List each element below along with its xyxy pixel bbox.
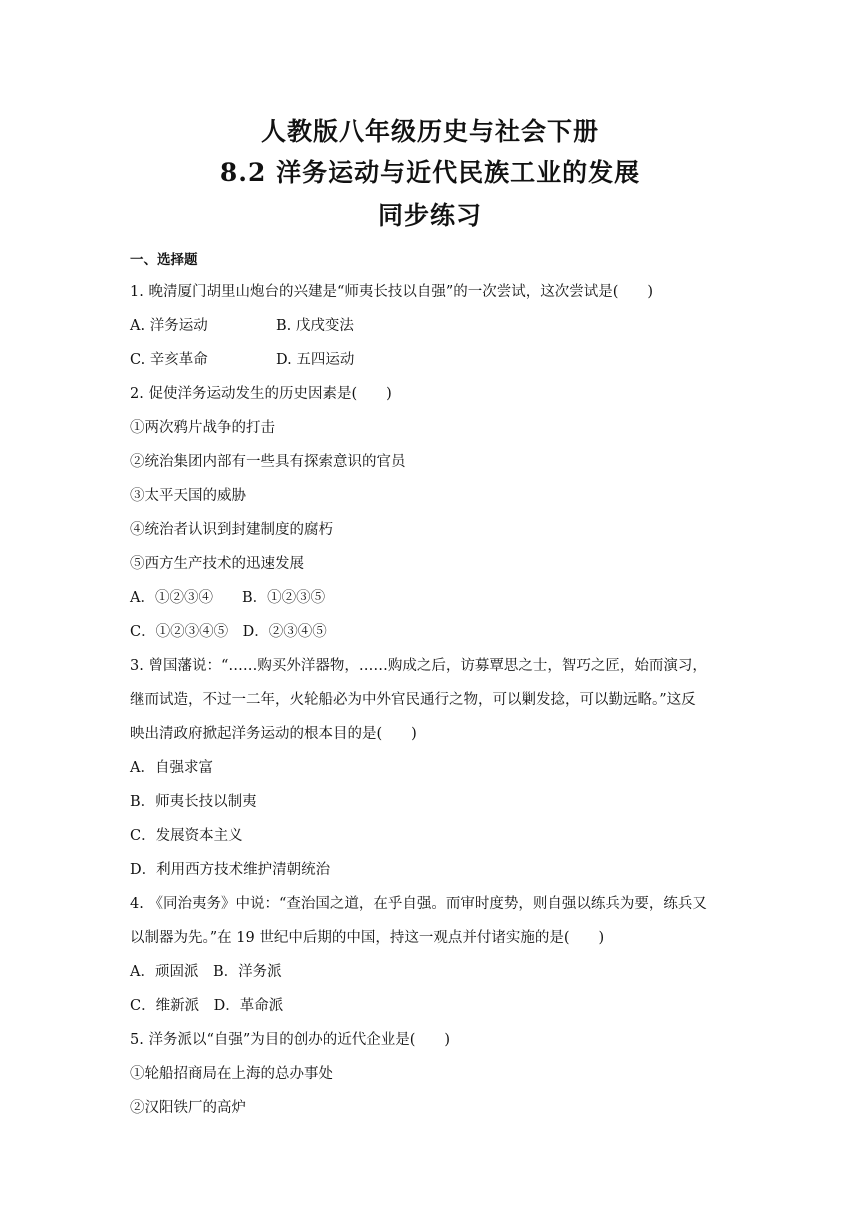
q2-item-1: ①两次鸦片战争的打击: [130, 420, 275, 436]
doc-subtitle: 同步练习: [377, 201, 482, 230]
question-3-line-2: 继而试造，不过一二年，火轮船必为中外官民通行之物，可以剿发捻，可以勤远略。”这反: [130, 692, 696, 708]
q1-option-a: A. 洋务运动: [130, 318, 208, 334]
question-4-line-1: 4. 《同治夷务》中说：“查治国之道，在乎自强。而审时度势，则自强以练兵为要，练兵又: [130, 896, 707, 912]
q5-item-1: ①轮船招商局在上海的总办事处: [130, 1066, 333, 1082]
question-4-line-2: 以制器为先。”在 19 世纪中后期的中国，持这一观点并付诸实施的是( ): [130, 930, 605, 946]
q1-option-c: C. 辛亥革命: [130, 352, 208, 368]
question-3-line-3: 映出清政府掀起洋务运动的根本目的是( ): [130, 726, 417, 742]
q4-options-ab: A．顽固派 B．洋务派: [130, 964, 282, 980]
question-2-stem: 2. 促使洋务运动发生的历史因素是( ): [130, 386, 392, 402]
q2-options-ab: A．①②③④ B．①②③⑤: [130, 590, 326, 606]
q2-item-5: ⑤西方生产技术的迅速发展: [130, 556, 304, 572]
q3-option-d: D．利用西方技术维护清朝统治: [130, 862, 331, 878]
q2-item-2: ②统治集团内部有一些具有探索意识的官员: [130, 454, 406, 470]
q2-item-4: ④统治者认识到封建制度的腐朽: [130, 522, 333, 538]
q3-option-a: A．自强求富: [130, 760, 213, 776]
lesson-title: 8.2 洋务运动与近代民族工业的发展: [219, 158, 641, 187]
q1-option-b: B. 戊戌变法: [276, 318, 354, 334]
question-3-line-1: 3. 曾国藩说：“……购买外洋器物，……购成之后，访募覃思之士，智巧之匠，始而演习，: [130, 658, 707, 674]
q1-option-d: D. 五四运动: [276, 352, 355, 368]
question-5-stem: 5. 洋务派以“自强”为目的创办的近代企业是( ): [130, 1032, 451, 1048]
question-1-stem: 1. 晚清厦门胡里山炮台的兴建是“师夷长技以自强”的一次尝试，这次尝试是( ): [130, 284, 654, 300]
q2-options-cd: C．①②③④⑤ D．②③④⑤: [130, 624, 327, 640]
q4-options-cd: C．维新派 D．革命派: [130, 998, 284, 1014]
doc-title: 人教版八年级历史与社会下册: [260, 117, 599, 146]
section-heading: 一、选择题: [130, 252, 198, 268]
q3-option-b: B．师夷长技以制夷: [130, 794, 257, 810]
q2-item-3: ③太平天国的威胁: [130, 488, 246, 504]
q3-option-c: C．发展资本主义: [130, 828, 243, 844]
q5-item-2: ②汉阳铁厂的高炉: [130, 1100, 246, 1116]
